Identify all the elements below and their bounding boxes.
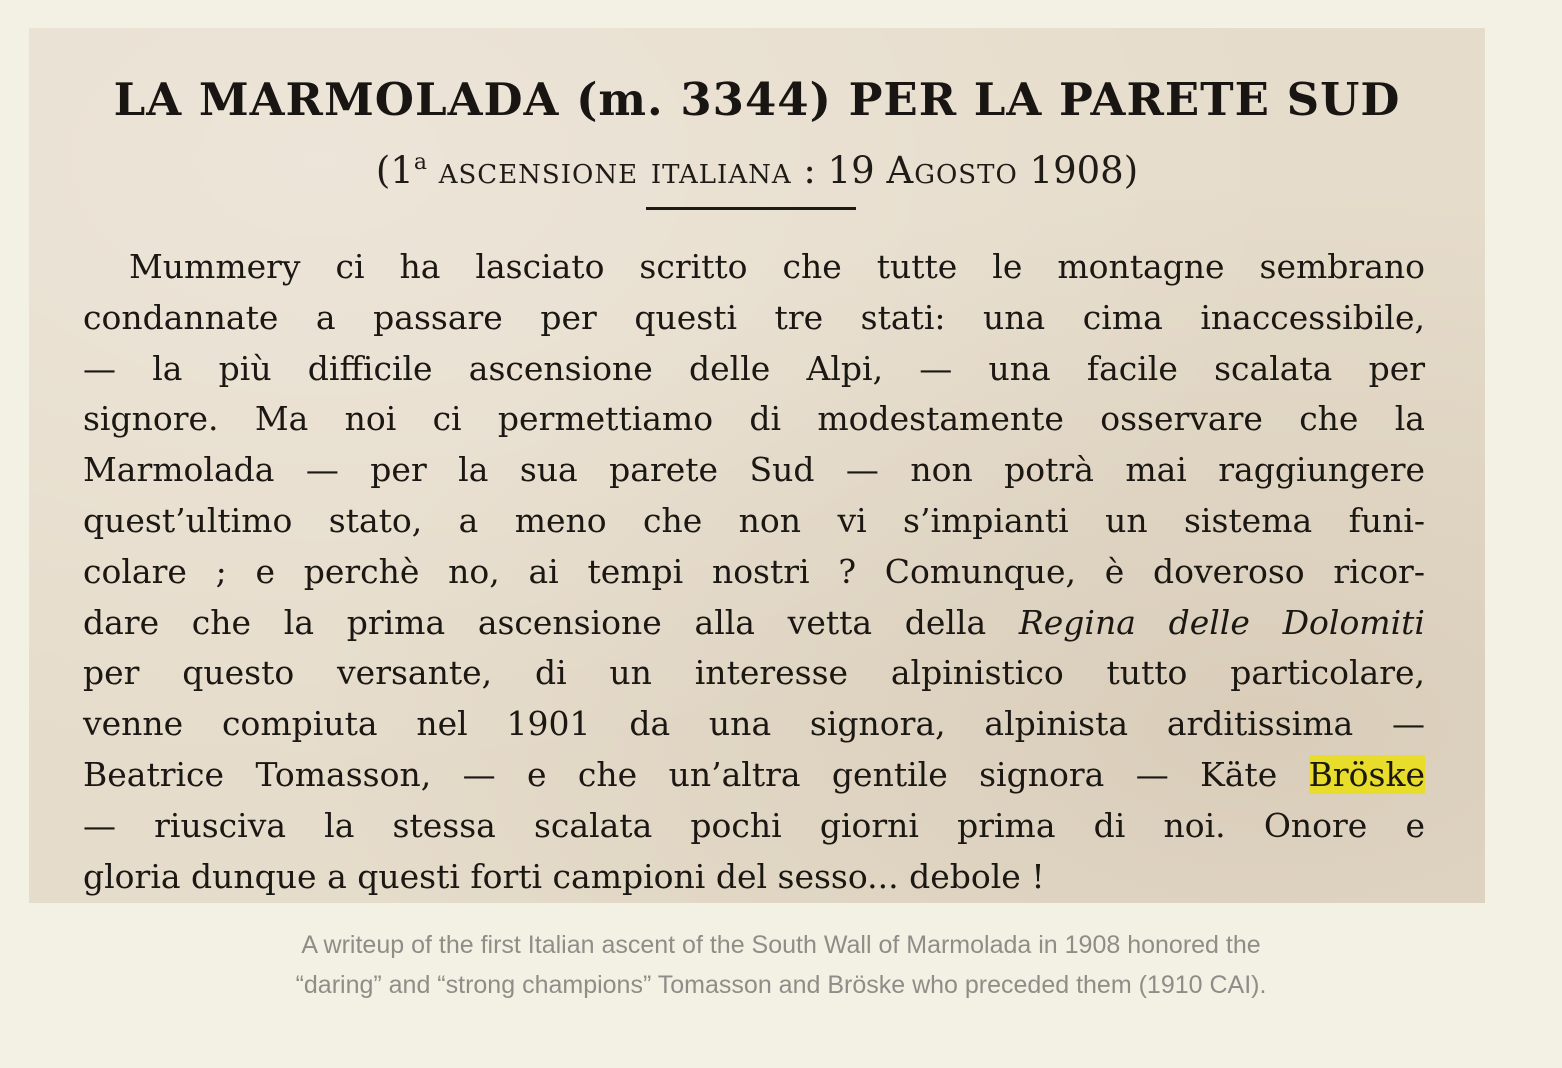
subtitle-label: ascensione italiana: [438, 149, 792, 192]
text-line-13: gloria dunque a questi forti campioni del sesso... debole !: [83, 856, 1045, 896]
italic-title: Regina delle Dolomiti: [1018, 602, 1425, 642]
text-line-11: [83, 750, 1425, 801]
image-caption: A writeup of the first Italian ascent of the South Wall of Marmolada in 1908 honored the “daring” and “strong champions” Tomasson and Bröske who preceded them (1910 CAI).: [295, 931, 1267, 999]
document-subtitle: [29, 140, 1485, 194]
text-line-3: — la più difficile ascensione delle Alpi, — una facile scalata per: [83, 348, 1425, 388]
subtitle-open: (1: [375, 149, 414, 192]
text-line-11-start: Beatrice Tomasson, — e che un’altra gentile signora — Käte: [83, 754, 1278, 794]
subtitle-superscript: a: [413, 150, 427, 175]
text-line-10: venne compiuta nel 1901 da una signora, alpinista arditissima —: [83, 704, 1425, 744]
text-line-12: — riusciva la stessa scalata pochi giorni prima di noi. Onore e: [83, 805, 1425, 845]
highlighted-name: Bröske: [1308, 754, 1425, 794]
document-title: LA MARMOLADA (m. 3344) PER LA PARETE SUD: [113, 73, 1401, 126]
scanned-document: [29, 28, 1485, 903]
text-line-8-start: dare che la prima ascensione alla vetta della: [83, 602, 987, 642]
subtitle-month: Agosto: [886, 149, 1018, 192]
text-line-9: per questo versante, di un interesse alpinistico tutto particolare,: [83, 653, 1425, 693]
subtitle-day: 19: [827, 149, 875, 192]
text-line-4: signore. Ma noi ci permettiamo di modestamente osservare che la: [83, 399, 1425, 439]
text-line-6: quest’ultimo stato, a meno che non vi s’impianti un sistema funi-: [83, 500, 1425, 540]
article-body: [83, 242, 1425, 902]
text-line-8: [83, 598, 1425, 649]
subtitle-colon: :: [803, 149, 816, 192]
title-divider: [646, 207, 856, 210]
text-line-1: Mummery ci ha lasciato scritto che tutte le montagne sembrano: [129, 247, 1425, 286]
text-line-7: colare ; e perchè no, ai tempi nostri ? Comunque, è doveroso ricor-: [83, 551, 1425, 591]
subtitle-year: 1908): [1029, 149, 1139, 192]
text-line-5: Marmolada — per la sua parete Sud — non potrà mai raggiungere: [83, 450, 1425, 490]
text-line-2: condannate a passare per questi tre stati: una cima inaccessibile,: [83, 297, 1425, 337]
